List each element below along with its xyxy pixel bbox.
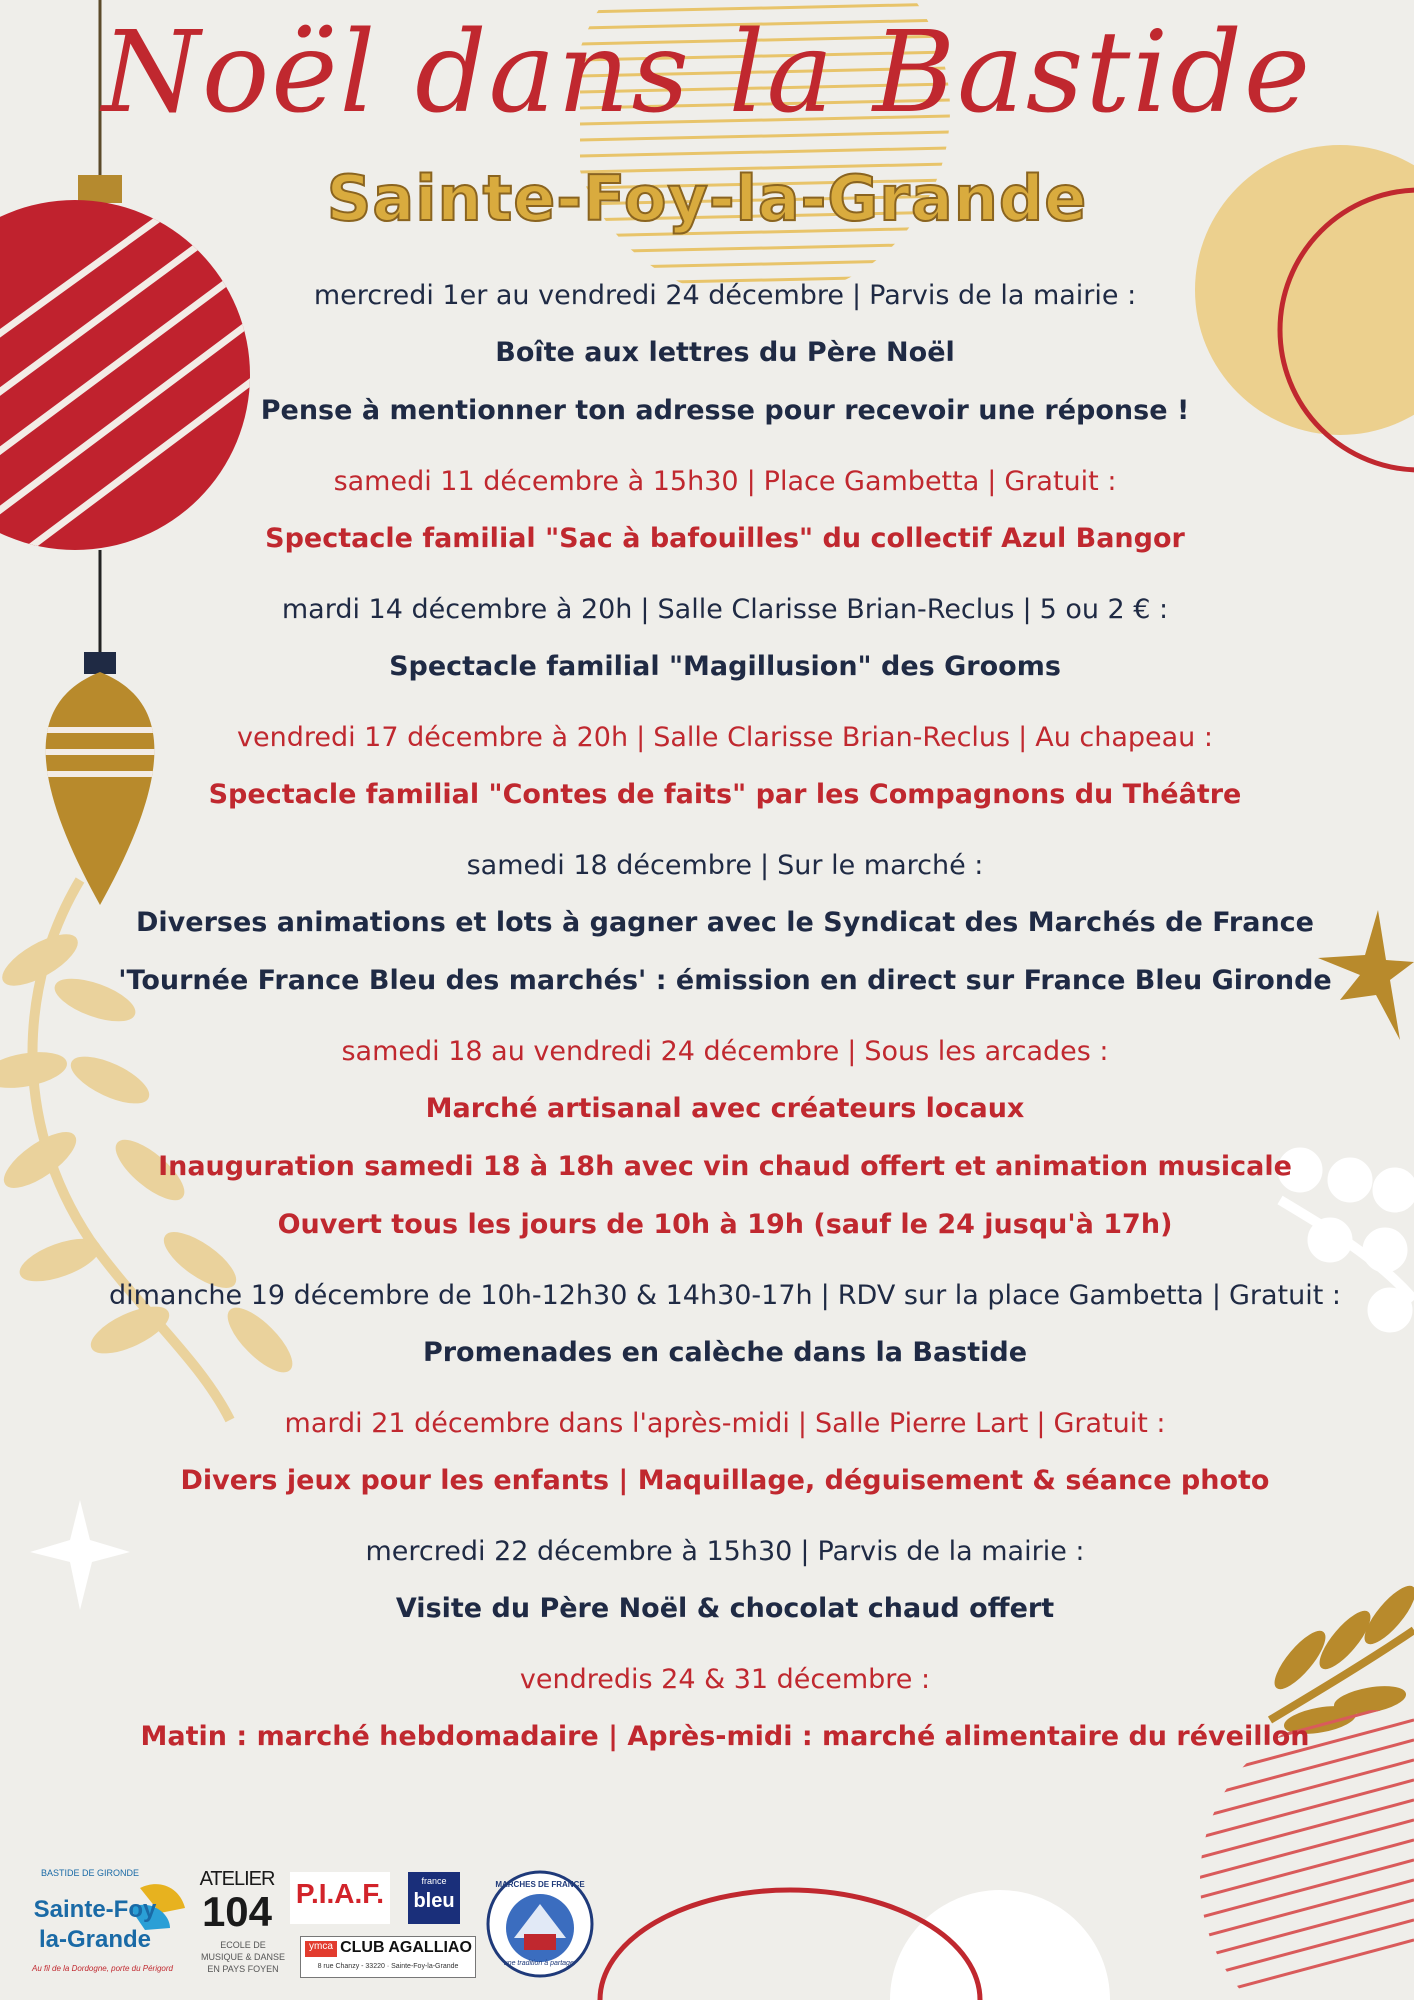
event-description: Inauguration samedi 18 à 18h avec vin chaud offert et animation musicale <box>158 1151 1292 1182</box>
event-meta-part: Parvis de la mairie : <box>869 280 1137 311</box>
event-meta <box>90 1652 1360 1708</box>
logo-piaf <box>290 1872 390 1924</box>
event-meta-part: dimanche 19 décembre de 10h-12h30 & 14h30-17h <box>108 1280 813 1311</box>
event-description: Matin : marché hebdomadaire | Après-midi : marché alimentaire du réveillon <box>140 1721 1310 1752</box>
event-block <box>90 710 1360 824</box>
event-meta <box>90 710 1360 766</box>
event-meta <box>90 1524 1360 1580</box>
logo-atelier-sub1: ECOLE DE <box>220 1940 266 1950</box>
event-meta <box>90 1268 1360 1324</box>
meta-separator: | <box>636 722 646 753</box>
meta-separator: | <box>847 1036 857 1067</box>
event-block <box>90 454 1360 568</box>
logo-atelier-name: ATELIER <box>199 1868 275 1890</box>
event-meta-part: Sous les arcades : <box>864 1036 1109 1067</box>
logo-atelier-number: 104 <box>201 1888 273 1935</box>
logo-sainte-foy-name2: la-Grande <box>38 1926 152 1953</box>
event-block <box>90 838 1360 1010</box>
event-meta-part: Gratuit : <box>1004 466 1117 497</box>
event-meta-part: mercredi 1er au vendredi 24 décembre <box>313 280 845 311</box>
event-meta-part: Gratuit : <box>1053 1408 1166 1439</box>
logo-sainte-foy <box>20 1868 185 1980</box>
meta-separator: | <box>797 1408 808 1439</box>
meta-separator: | <box>760 850 770 881</box>
event-block <box>90 268 1360 440</box>
logo-france-bleu <box>408 1872 460 1924</box>
event-meta-part: 5 ou 2 € : <box>1039 594 1169 625</box>
meta-separator: | <box>800 1536 810 1567</box>
meta-separator: | <box>987 466 997 497</box>
event-meta-part: Au chapeau : <box>1035 722 1213 753</box>
meta-separator: | <box>1036 1408 1046 1439</box>
logo-club-agalliao <box>300 1936 476 1978</box>
event-block <box>90 1524 1360 1638</box>
event-meta-part: Sur le marché : <box>777 850 984 881</box>
meta-separator: | <box>852 280 862 311</box>
event-meta-part: Parvis de la mairie : <box>817 1536 1085 1567</box>
event-description: Ouvert tous les jours de 10h à 19h (sauf le 24 jusqu'à 17h) <box>277 1209 1173 1240</box>
logo-marches-de-france <box>484 1868 596 1980</box>
event-description: Spectacle familial "Magillusion" des Grooms <box>389 651 1061 682</box>
logo-club-badge: ymca <box>305 1941 337 1957</box>
event-meta-part: Salle Pierre Lart <box>815 1408 1029 1439</box>
event-meta-part: Place Gambetta <box>763 466 980 497</box>
logo-sainte-foy-name1: Sainte-Foy <box>33 1896 157 1923</box>
event-block <box>90 582 1360 696</box>
event-meta-part: RDV sur la place Gambetta <box>837 1280 1204 1311</box>
event-meta <box>90 582 1360 638</box>
logo-france-bleu-top: france <box>421 1876 447 1886</box>
event-meta-part: vendredis 24 & 31 décembre : <box>519 1664 931 1695</box>
logo-club-name: CLUB AGALLIAO <box>340 1939 472 1956</box>
meta-separator: | <box>820 1280 830 1311</box>
logo-atelier-104 <box>192 1868 294 1984</box>
event-meta <box>90 454 1360 510</box>
meta-separator: | <box>640 594 650 625</box>
event-meta <box>90 1396 1360 1452</box>
events-list <box>90 268 1360 1780</box>
event-block <box>90 1268 1360 1382</box>
event-description: Spectacle familial "Contes de faits" par les Compagnons du Théâtre <box>208 779 1242 810</box>
event-description: Divers jeux pour les enfants | Maquillage, déguisement & séance photo <box>180 1465 1270 1496</box>
logo-atelier-sub2: MUSIQUE & DANSE <box>200 1952 285 1962</box>
logo-france-bleu-name: bleu <box>413 1890 455 1912</box>
event-meta-part: mardi 14 décembre à 20h <box>281 594 633 625</box>
event-description: Promenades en calèche dans la Bastide <box>422 1337 1028 1368</box>
event-meta-part: Salle Clarisse Brian-Reclus <box>657 594 1015 625</box>
logo-marches-motto: une tradition à partager <box>503 1960 577 1967</box>
event-meta-part: vendredi 17 décembre à 20h <box>237 722 629 753</box>
event-block <box>90 1024 1360 1254</box>
logo-piaf-name: P.I.A.F. <box>295 1878 385 1909</box>
logo-club-address: 8 rue Chanzy - 33220 · Sainte-Foy-la-Grande <box>317 1963 459 1970</box>
event-description: 'Tournée France Bleu des marchés' : émission en direct sur France Bleu Gironde <box>118 965 1332 996</box>
meta-separator: | <box>1022 594 1032 625</box>
logo-atelier-sub3: EN PAYS FOYEN <box>207 1964 279 1974</box>
event-description: Spectacle familial "Sac à bafouilles" du collectif Azul Bangor <box>265 523 1185 554</box>
event-meta-part: samedi 18 au vendredi 24 décembre <box>341 1036 840 1067</box>
event-block <box>90 1652 1360 1766</box>
white-circle-bottom <box>890 1890 1110 2000</box>
event-meta-part: samedi 18 décembre <box>466 850 753 881</box>
event-meta <box>90 268 1360 324</box>
event-description: Diverses animations et lots à gagner avec le Syndicat des Marchés de France <box>136 907 1314 938</box>
event-block <box>90 1396 1360 1510</box>
logo-marches-name: MARCHES DE FRANCE <box>495 1880 585 1889</box>
logo-sainte-foy-top: BASTIDE DE GIRONDE <box>40 1868 139 1878</box>
event-description: Marché artisanal avec créateurs locaux <box>425 1093 1025 1124</box>
meta-separator: | <box>746 466 756 497</box>
meta-separator: | <box>1211 1280 1221 1311</box>
event-meta <box>90 838 1360 894</box>
event-meta-part: mardi 21 décembre dans l'après-midi <box>284 1408 790 1439</box>
event-meta-part: samedi 11 décembre à 15h30 <box>333 466 739 497</box>
event-meta <box>90 1024 1360 1080</box>
event-description: Pense à mentionner ton adresse pour recevoir une réponse ! <box>260 395 1190 426</box>
event-description: Visite du Père Noël & chocolat chaud offert <box>395 1593 1055 1624</box>
event-meta-part: mercredi 22 décembre à 15h30 <box>365 1536 793 1567</box>
event-meta-part: Salle Clarisse Brian-Reclus <box>653 722 1011 753</box>
poster-subtitle: Sainte-Foy-la-Grande <box>326 162 1088 235</box>
meta-separator: | <box>1018 722 1028 753</box>
poster-title: Noël dans la Bastide <box>101 8 1313 138</box>
event-meta-part: Gratuit : <box>1228 1280 1342 1311</box>
logo-sainte-foy-tagline: Au fil de la Dordogne, porte du Périgord <box>32 1964 173 1973</box>
event-description: Boîte aux lettres du Père Noël <box>495 337 955 368</box>
